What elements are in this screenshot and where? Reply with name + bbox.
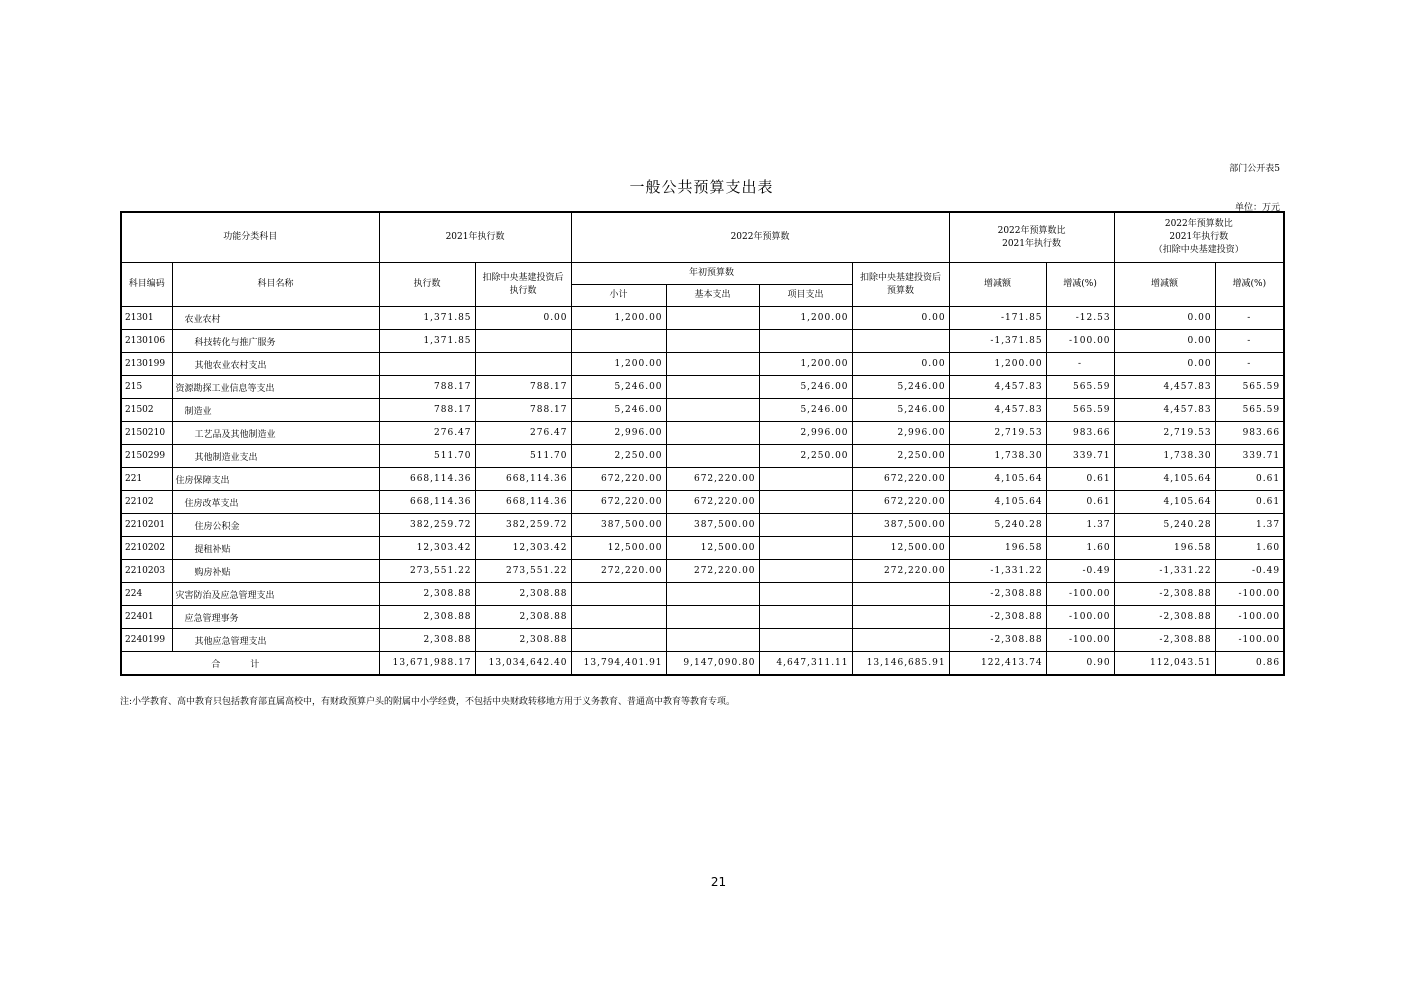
cell-chg: 1,200.00 (949, 353, 1046, 376)
cell-code: 21301 (121, 307, 172, 330)
table-row (121, 330, 1284, 353)
cell-pct2: - (1215, 353, 1284, 376)
cell-exec: 1,371.85 (379, 307, 475, 330)
cell-chg2: 4,457.83 (1114, 399, 1215, 422)
cell-subtotal: 12,500.00 (571, 537, 666, 560)
cell-exec: 668,114.36 (379, 468, 475, 491)
cell-chg2: -2,308.88 (1114, 583, 1215, 606)
cell-pct: - (1046, 353, 1114, 376)
cell-budget-excl (852, 606, 949, 629)
cell-chg2: 5,240.28 (1114, 514, 1215, 537)
cell-chg2: 1,738.30 (1114, 445, 1215, 468)
cell-exec-excl: 2,308.88 (475, 583, 571, 606)
table-row (121, 422, 1284, 445)
cell-name: 购房补贴 (172, 560, 379, 583)
cell-name: 住房公积金 (172, 514, 379, 537)
cell-project (759, 330, 852, 353)
cell-code: 2150299 (121, 445, 172, 468)
cell-chg2: 4,105.64 (1114, 468, 1215, 491)
cell-code: 22401 (121, 606, 172, 629)
header-exec-excl: 扣除中央基建投资后 执行数 (475, 263, 571, 307)
header-subtotal: 小计 (571, 285, 666, 307)
total-budget-excl: 13,146,685.91 (852, 652, 949, 676)
cell-chg2: 0.00 (1114, 330, 1215, 353)
header-compare-exec: 2022年预算数比 2021年执行数 (949, 212, 1114, 263)
cell-pct: -100.00 (1046, 606, 1114, 629)
cell-exec-excl: 511.70 (475, 445, 571, 468)
cell-project (759, 629, 852, 652)
cell-pct2: -100.00 (1215, 629, 1284, 652)
cell-budget-excl (852, 629, 949, 652)
cell-chg: -2,308.88 (949, 583, 1046, 606)
table-body (121, 307, 1284, 676)
header-budget-excl: 扣除中央基建投资后 预算数 (852, 263, 949, 307)
cell-pct2: 339.71 (1215, 445, 1284, 468)
cell-chg: -1,331.22 (949, 560, 1046, 583)
cell-chg: 5,240.28 (949, 514, 1046, 537)
cell-exec-excl: 12,303.42 (475, 537, 571, 560)
cell-basic (666, 583, 759, 606)
header-compare-excl: 2022年预算数比 2021年执行数 （扣除中央基建投资） (1114, 212, 1284, 263)
cell-budget-excl: 0.00 (852, 353, 949, 376)
cell-pct2: 0.61 (1215, 468, 1284, 491)
total-subtotal: 13,794,401.91 (571, 652, 666, 676)
cell-subtotal: 272,220.00 (571, 560, 666, 583)
cell-code: 2130106 (121, 330, 172, 353)
cell-name: 资源勘探工业信息等支出 (172, 376, 379, 399)
cell-basic (666, 606, 759, 629)
cell-project (759, 606, 852, 629)
cell-chg: 196.58 (949, 537, 1046, 560)
header-budget-2022: 2022年预算数 (571, 212, 949, 263)
header-change-percent: 增减(%) (1046, 263, 1114, 307)
cell-pct2: 565.59 (1215, 399, 1284, 422)
cell-subtotal: 387,500.00 (571, 514, 666, 537)
total-exec-excl: 13,034,642.40 (475, 652, 571, 676)
cell-budget-excl: 387,500.00 (852, 514, 949, 537)
cell-exec: 2,308.88 (379, 583, 475, 606)
cell-budget-excl: 0.00 (852, 307, 949, 330)
cell-name: 科技转化与推广服务 (172, 330, 379, 353)
cell-project (759, 583, 852, 606)
cell-basic (666, 422, 759, 445)
total-pct: 0.90 (1046, 652, 1114, 676)
cell-chg: 4,457.83 (949, 376, 1046, 399)
cell-chg: 2,719.53 (949, 422, 1046, 445)
cell-project: 5,246.00 (759, 376, 852, 399)
cell-project: 2,996.00 (759, 422, 852, 445)
cell-exec: 382,259.72 (379, 514, 475, 537)
cell-exec-excl: 2,308.88 (475, 606, 571, 629)
cell-pct2: - (1215, 330, 1284, 353)
total-pct2: 0.86 (1215, 652, 1284, 676)
cell-pct: 565.59 (1046, 399, 1114, 422)
cell-chg2: 0.00 (1114, 353, 1215, 376)
total-exec: 13,671,988.17 (379, 652, 475, 676)
cell-project (759, 468, 852, 491)
cell-subtotal: 672,220.00 (571, 468, 666, 491)
table-row (121, 606, 1284, 629)
cell-project: 2,250.00 (759, 445, 852, 468)
cell-basic (666, 330, 759, 353)
cell-budget-excl: 5,246.00 (852, 376, 949, 399)
cell-code: 215 (121, 376, 172, 399)
cell-exec-excl: 2,308.88 (475, 629, 571, 652)
cell-exec-excl: 788.17 (475, 399, 571, 422)
page-title: 一般公共预算支出表 (629, 178, 774, 196)
cell-name: 其他农业农村支出 (172, 353, 379, 376)
cell-basic (666, 376, 759, 399)
cell-subtotal: 2,996.00 (571, 422, 666, 445)
cell-subtotal: 2,250.00 (571, 445, 666, 468)
cell-budget-excl: 672,220.00 (852, 468, 949, 491)
cell-basic: 672,220.00 (666, 491, 759, 514)
cell-subtotal (571, 330, 666, 353)
total-project: 4,647,311.11 (759, 652, 852, 676)
cell-exec: 276.47 (379, 422, 475, 445)
cell-pct2: 565.59 (1215, 376, 1284, 399)
cell-project: 5,246.00 (759, 399, 852, 422)
table-row (121, 376, 1284, 399)
cell-subtotal: 1,200.00 (571, 307, 666, 330)
cell-pct: 565.59 (1046, 376, 1114, 399)
cell-subtotal: 5,246.00 (571, 399, 666, 422)
cell-code: 2240199 (121, 629, 172, 652)
header-code: 科目编码 (121, 263, 172, 307)
cell-basic (666, 353, 759, 376)
cell-pct: 0.61 (1046, 468, 1114, 491)
cell-pct: 339.71 (1046, 445, 1114, 468)
cell-pct2: -100.00 (1215, 606, 1284, 629)
cell-exec-excl (475, 353, 571, 376)
header-project: 项目支出 (759, 285, 852, 307)
cell-chg2: -2,308.88 (1114, 606, 1215, 629)
cell-project: 1,200.00 (759, 307, 852, 330)
cell-chg2: 2,719.53 (1114, 422, 1215, 445)
table-row (121, 629, 1284, 652)
cell-exec-excl: 276.47 (475, 422, 571, 445)
cell-chg: 1,738.30 (949, 445, 1046, 468)
cell-pct: -100.00 (1046, 583, 1114, 606)
cell-subtotal (571, 583, 666, 606)
cell-basic (666, 629, 759, 652)
cell-basic (666, 445, 759, 468)
cell-basic: 272,220.00 (666, 560, 759, 583)
total-chg2: 112,043.51 (1114, 652, 1215, 676)
cell-pct: -12.53 (1046, 307, 1114, 330)
cell-pct: 1.37 (1046, 514, 1114, 537)
page-tag: 部门公开表5 (1229, 164, 1280, 174)
cell-name: 住房保障支出 (172, 468, 379, 491)
cell-pct2: 0.61 (1215, 491, 1284, 514)
cell-exec (379, 353, 475, 376)
cell-pct2: 1.37 (1215, 514, 1284, 537)
table-row (121, 537, 1284, 560)
cell-pct: 0.61 (1046, 491, 1114, 514)
cell-code: 2210202 (121, 537, 172, 560)
cell-pct: 983.66 (1046, 422, 1114, 445)
cell-budget-excl: 5,246.00 (852, 399, 949, 422)
cell-code: 224 (121, 583, 172, 606)
cell-code: 221 (121, 468, 172, 491)
header-change-amount: 增减额 (949, 263, 1046, 307)
cell-chg: 4,105.64 (949, 468, 1046, 491)
cell-exec-excl: 668,114.36 (475, 491, 571, 514)
table-row (121, 560, 1284, 583)
cell-pct: -0.49 (1046, 560, 1114, 583)
cell-pct: -100.00 (1046, 629, 1114, 652)
cell-chg2: 4,457.83 (1114, 376, 1215, 399)
table-row (121, 514, 1284, 537)
cell-name: 工艺品及其他制造业 (172, 422, 379, 445)
header-change-percent-2: 增减(%) (1215, 263, 1284, 307)
cell-name: 其他制造业支出 (172, 445, 379, 468)
table-row (121, 468, 1284, 491)
cell-project (759, 537, 852, 560)
cell-exec-excl: 0.00 (475, 307, 571, 330)
cell-pct2: 1.60 (1215, 537, 1284, 560)
cell-name: 灾害防治及应急管理支出 (172, 583, 379, 606)
cell-pct2: - (1215, 307, 1284, 330)
cell-exec: 788.17 (379, 376, 475, 399)
cell-name: 制造业 (172, 399, 379, 422)
cell-name: 住房改革支出 (172, 491, 379, 514)
table-row (121, 353, 1284, 376)
total-label: 合计 (121, 652, 379, 676)
header-exec-2021: 2021年执行数 (379, 212, 571, 263)
cell-name: 应急管理事务 (172, 606, 379, 629)
cell-code: 2210203 (121, 560, 172, 583)
cell-basic (666, 307, 759, 330)
header-exec: 执行数 (379, 263, 475, 307)
total-row (121, 652, 1284, 676)
cell-subtotal: 1,200.00 (571, 353, 666, 376)
cell-pct: 1.60 (1046, 537, 1114, 560)
budget-table (120, 211, 1285, 676)
cell-subtotal: 5,246.00 (571, 376, 666, 399)
cell-subtotal (571, 606, 666, 629)
cell-chg2: 4,105.64 (1114, 491, 1215, 514)
table-row (121, 583, 1284, 606)
cell-exec: 668,114.36 (379, 491, 475, 514)
cell-code: 2210201 (121, 514, 172, 537)
cell-code: 22102 (121, 491, 172, 514)
cell-basic (666, 399, 759, 422)
cell-exec: 788.17 (379, 399, 475, 422)
cell-basic: 672,220.00 (666, 468, 759, 491)
total-chg: 122,413.74 (949, 652, 1046, 676)
cell-chg: 4,457.83 (949, 399, 1046, 422)
cell-chg: 4,105.64 (949, 491, 1046, 514)
cell-name: 提租补贴 (172, 537, 379, 560)
cell-project (759, 491, 852, 514)
cell-name: 农业农村 (172, 307, 379, 330)
cell-pct: -100.00 (1046, 330, 1114, 353)
cell-project (759, 560, 852, 583)
cell-chg2: 0.00 (1114, 307, 1215, 330)
cell-exec-excl: 273,551.22 (475, 560, 571, 583)
cell-budget-excl: 272,220.00 (852, 560, 949, 583)
cell-exec-excl (475, 330, 571, 353)
cell-basic: 12,500.00 (666, 537, 759, 560)
header-name: 科目名称 (172, 263, 379, 307)
cell-pct2: -0.49 (1215, 560, 1284, 583)
header-initial-budget: 年初预算数 (571, 263, 852, 285)
cell-budget-excl: 12,500.00 (852, 537, 949, 560)
cell-chg2: -1,331.22 (1114, 560, 1215, 583)
cell-exec: 511.70 (379, 445, 475, 468)
cell-budget-excl: 2,250.00 (852, 445, 949, 468)
cell-subtotal: 672,220.00 (571, 491, 666, 514)
cell-code: 2130199 (121, 353, 172, 376)
cell-project (759, 514, 852, 537)
table-row (121, 491, 1284, 514)
cell-chg2: -2,308.88 (1114, 629, 1215, 652)
cell-pct2: -100.00 (1215, 583, 1284, 606)
cell-exec: 273,551.22 (379, 560, 475, 583)
unit-label: 单位：万元 (1234, 203, 1280, 213)
cell-budget-excl: 2,996.00 (852, 422, 949, 445)
cell-code: 2150210 (121, 422, 172, 445)
cell-budget-excl: 672,220.00 (852, 491, 949, 514)
header-basic: 基本支出 (666, 285, 759, 307)
cell-basic: 387,500.00 (666, 514, 759, 537)
cell-exec-excl: 668,114.36 (475, 468, 571, 491)
page-number: 21 (710, 875, 727, 889)
table-row (121, 399, 1284, 422)
cell-name: 其他应急管理支出 (172, 629, 379, 652)
table-row (121, 307, 1284, 330)
cell-chg: -2,308.88 (949, 629, 1046, 652)
footnote: 注:小学教育、高中教育只包括教育部直属高校中，有财政预算户头的附属中小学经费，不包括中央财政转移地方用于义务教育、普通高中教育等教育专项。 (120, 697, 736, 707)
cell-exec: 1,371.85 (379, 330, 475, 353)
cell-chg: -171.85 (949, 307, 1046, 330)
cell-code: 21502 (121, 399, 172, 422)
cell-project: 1,200.00 (759, 353, 852, 376)
cell-exec: 2,308.88 (379, 606, 475, 629)
cell-budget-excl (852, 583, 949, 606)
cell-pct2: 983.66 (1215, 422, 1284, 445)
cell-exec: 2,308.88 (379, 629, 475, 652)
cell-budget-excl (852, 330, 949, 353)
cell-chg: -2,308.88 (949, 606, 1046, 629)
header-change-amount-2: 增减额 (1114, 263, 1215, 307)
cell-exec-excl: 788.17 (475, 376, 571, 399)
cell-exec-excl: 382,259.72 (475, 514, 571, 537)
cell-chg2: 196.58 (1114, 537, 1215, 560)
table-row (121, 445, 1284, 468)
cell-subtotal (571, 629, 666, 652)
total-basic: 9,147,090.80 (666, 652, 759, 676)
header-func-class: 功能分类科目 (121, 212, 379, 263)
cell-exec: 12,303.42 (379, 537, 475, 560)
cell-chg: -1,371.85 (949, 330, 1046, 353)
